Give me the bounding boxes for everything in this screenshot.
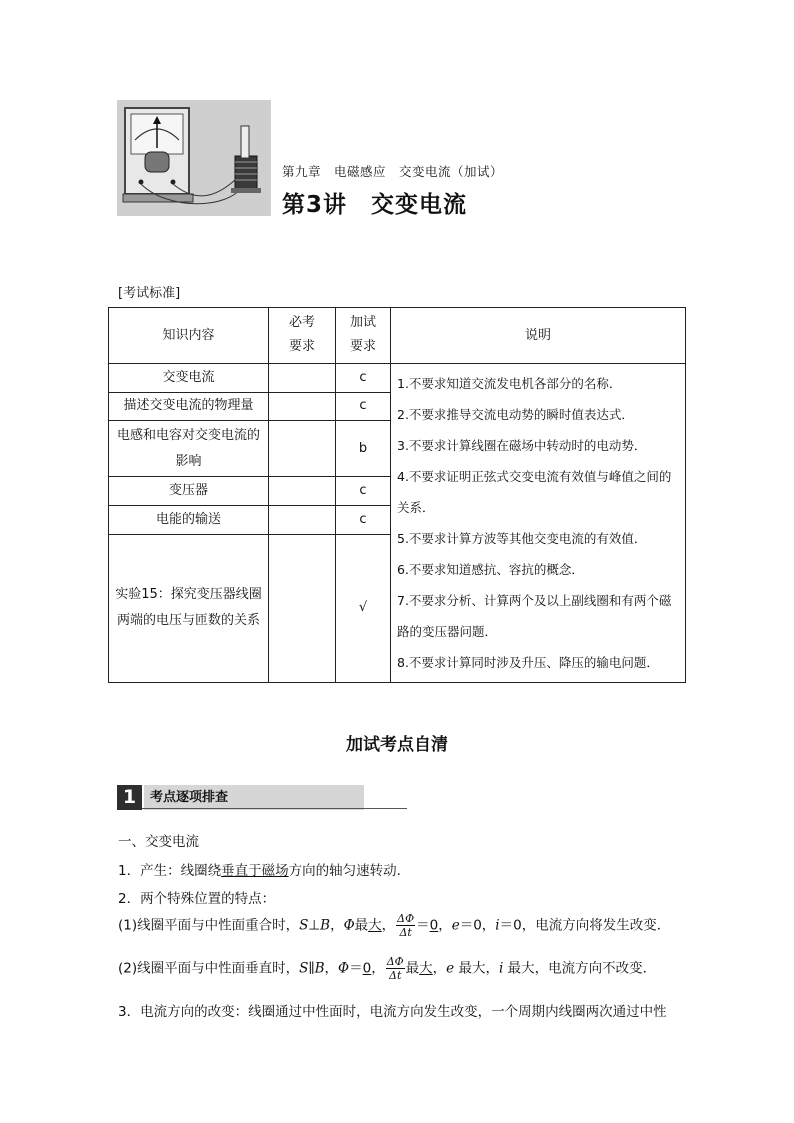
lecture-title: 第3讲 交变电流 — [282, 192, 468, 218]
divider — [142, 808, 407, 809]
header-notes: 说明 — [391, 308, 686, 364]
galvanometer-illustration — [117, 100, 271, 216]
table-row-required — [269, 364, 336, 393]
heading-ac: 一、交变电流 — [118, 834, 199, 850]
symbol: i — [495, 917, 500, 934]
fraction-numerator: ΔΦ — [386, 955, 404, 968]
fraction — [396, 912, 415, 939]
line-two-positions: 2．两个特殊位置的特点： — [118, 891, 276, 907]
text: ， — [438, 917, 452, 934]
text: ＝0， — [459, 917, 496, 934]
line-generation — [118, 859, 410, 879]
text: (1)线圈平面与中性面重合时， — [118, 917, 300, 934]
notes-cell — [391, 364, 686, 683]
section-bar — [117, 785, 407, 810]
note-item: 1.不要求知道交流发电机各部分的名称． — [397, 376, 622, 391]
table-row-required — [269, 506, 336, 535]
note-item: 6.不要求知道感抗、容抗的概念． — [397, 562, 584, 577]
text: ＝ — [349, 960, 363, 977]
table-row-required — [269, 421, 336, 477]
table-row-required — [269, 534, 336, 682]
underlined-answer: 大 — [419, 960, 433, 977]
note-item: 4.不要求证明正弦式交变电流有效值与峰值之间的关系． — [397, 469, 672, 515]
symbol: i — [498, 960, 504, 977]
table-row-topic: 变压器 — [109, 477, 269, 506]
underlined-answer: 0 — [362, 960, 372, 977]
note-item: 7.不要求分析、计算两个及以上副线圈和有两个磁路的变压器问题． — [397, 593, 672, 639]
text: ＝ — [416, 917, 430, 934]
underlined-answer: 0 — [429, 917, 439, 934]
note-item: 3.不要求计算线圈在磁场中转动时的电动势． — [397, 438, 647, 453]
standards-table — [108, 307, 686, 683]
text: ， — [371, 960, 385, 977]
chapter-title: 第九章 电磁感应 交变电流（加试） — [282, 164, 504, 179]
section-number: 1 — [117, 785, 142, 810]
header-required: 必考要求 — [269, 308, 336, 364]
text: ＝0，电流方向将发生改变． — [499, 917, 671, 934]
text: 最大，电流方向不改变． — [503, 960, 657, 977]
table-row-topic: 描述交变电流的物理量 — [109, 392, 269, 421]
text: ， — [432, 960, 447, 977]
symbol: Φ — [343, 917, 355, 934]
fraction-denominator: Δt — [399, 926, 412, 939]
table-row-advanced: b — [336, 421, 391, 477]
text: 1．产生：线圈绕 — [118, 863, 222, 879]
line-position-1 — [118, 912, 670, 939]
symbol: e — [451, 917, 460, 934]
underlined-answer: 大 — [368, 917, 382, 934]
note-item: 8.不要求计算同时涉及升压、降压的输电问题． — [397, 655, 659, 670]
fraction-numerator: ΔΦ — [397, 912, 415, 925]
fraction — [386, 955, 405, 982]
text: ， — [381, 917, 396, 934]
line-current-direction: 3．电流方向的改变：线圈通过中性面时，电流方向发生改变，一个周期内线圈两次通过中性 — [118, 1004, 667, 1020]
table-row-topic: 电能的输送 — [109, 506, 269, 535]
table-row-topic: 实验15：探究变压器线圈两端的电压与匝数的关系 — [109, 534, 269, 682]
table-row-topic: 电感和电容对交变电流的影响 — [109, 421, 269, 477]
table-row-advanced: c — [336, 506, 391, 535]
symbol: e — [446, 960, 455, 977]
header-advanced: 加试要求 — [336, 308, 391, 364]
symbol: Φ — [338, 960, 350, 977]
table-row-required — [269, 477, 336, 506]
table-row-advanced: c — [336, 477, 391, 506]
fraction-denominator: Δt — [389, 969, 402, 982]
note-item: 5.不要求计算方波等其他交变电流的有效值． — [397, 531, 647, 546]
symbol: S∥B — [299, 960, 325, 977]
text: 最 — [354, 917, 369, 934]
text: ， — [324, 960, 339, 977]
note-item: 2.不要求推导交流电动势的瞬时值表达式． — [397, 407, 634, 422]
text: (2)线圈平面与中性面垂直时， — [118, 960, 300, 977]
line-position-2 — [118, 955, 656, 982]
table-row-advanced: c — [336, 364, 391, 393]
text: ， — [330, 917, 344, 934]
table-row-required — [269, 392, 336, 421]
symbol: S — [299, 917, 309, 934]
text: 最大， — [454, 960, 499, 977]
symbol: ⊥ — [308, 917, 321, 934]
header-topic: 知识内容 — [109, 308, 269, 364]
standards-label: [考试标准] — [118, 286, 181, 301]
text: 方向的轴匀速转动． — [288, 863, 411, 879]
table-row-advanced: c — [336, 392, 391, 421]
underlined-answer: 垂直于 — [221, 863, 262, 879]
table-row-advanced: √ — [336, 534, 391, 682]
underlined-answer: 磁场 — [261, 863, 289, 879]
section-title: 加试考点自清 — [346, 735, 448, 755]
text: 最 — [405, 960, 420, 977]
symbol: B — [320, 917, 331, 934]
section-bar-title: 考点逐项排查 — [144, 785, 364, 810]
table-row-topic: 交变电流 — [109, 364, 269, 393]
